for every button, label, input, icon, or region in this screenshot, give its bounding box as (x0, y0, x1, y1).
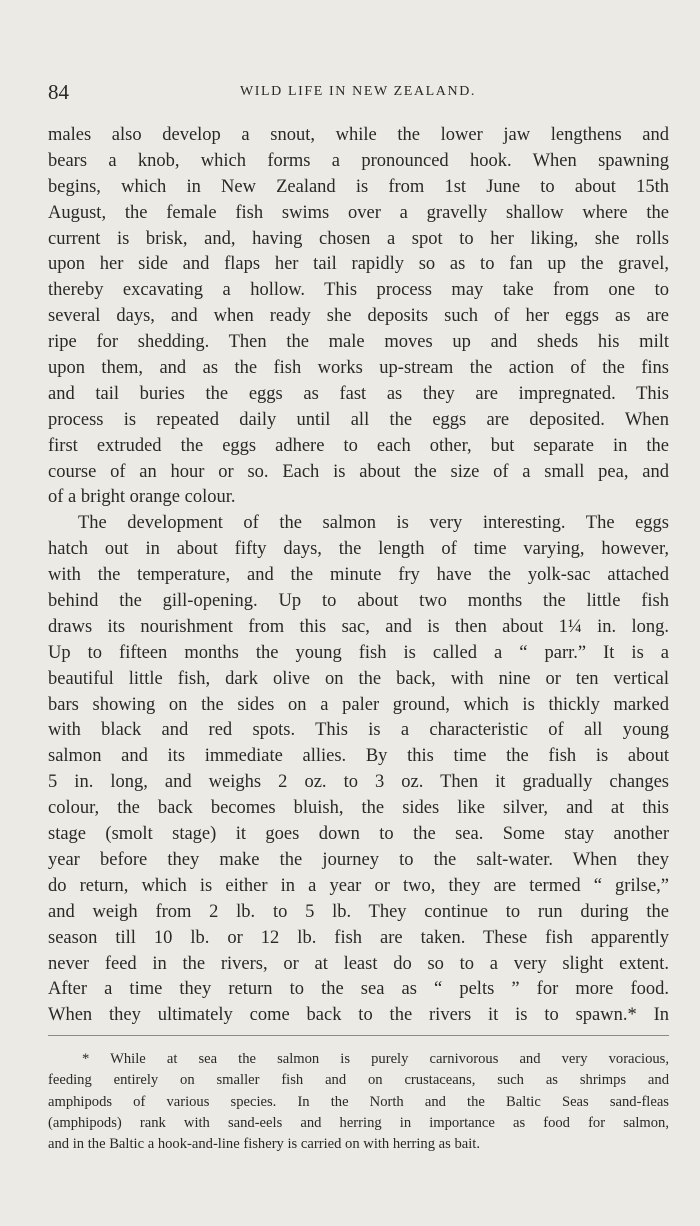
text-line: August, the female fish swims over a gravelly shallow where the (48, 202, 669, 223)
text-line: behind the gill-opening. Up to about two months the little fish (48, 591, 669, 612)
text-line: stage (smolt stage) it goes down to the sea. Some stay another (48, 824, 669, 845)
text-line: of a bright orange colour. (48, 487, 236, 508)
text-line: course of an hour or so. Each is about the size of a small pea, and (48, 461, 669, 482)
text-line: bars showing on the sides on a paler ground, which is thickly marked (48, 694, 669, 715)
text-line: season till 10 lb. or 12 lb. fish are taken. These fish apparently (48, 927, 669, 948)
page-header (48, 80, 668, 106)
text-line: thereby excavating a hollow. This process may take from one to (48, 280, 669, 301)
footnote-line: * While at sea the salmon is purely carnivorous and very voracious, (82, 1051, 669, 1067)
text-line: The development of the salmon is very interesting. The eggs (78, 513, 669, 534)
text-line: never feed in the rivers, or at least do so to a very slight extent. (48, 953, 669, 974)
text-line: salmon and its immediate allies. By this time the fish is about (48, 746, 669, 767)
text-line: with black and red spots. This is a characteristic of all young (48, 720, 669, 741)
text-line: several days, and when ready she deposits such of her eggs as are (48, 306, 669, 327)
text-line: bears a knob, which forms a pronounced hook. When spawning (48, 150, 669, 171)
page-number: 84 (48, 80, 69, 104)
text-line: draws its nourishment from this sac, and is then about 1¼ in. long. (48, 616, 669, 637)
text-line: upon them, and as the fish works up-stream the action of the fins (48, 358, 669, 379)
text-line: ripe for shedding. Then the male moves up and sheds his milt (48, 332, 669, 353)
text-line: 5 in. long, and weighs 2 oz. to 3 oz. Then it gradually changes (48, 772, 669, 793)
text-line: hatch out in about fifty days, the length of time varying, however, (48, 539, 669, 560)
running-title: WILD LIFE IN NEW ZEALAND. (239, 84, 477, 99)
text-line: males also develop a snout, while the lower jaw lengthens and (48, 125, 669, 145)
footnote-divider (48, 1035, 669, 1036)
text-line: When they ultimately come back to the rivers it is to spawn.* In (48, 1005, 669, 1026)
text-line: colour, the back becomes bluish, the sides like silver, and at this (48, 798, 669, 819)
footnote (48, 1049, 669, 1155)
footnote-line: feeding entirely on smaller fish and on crustaceans, such as shrimps and (48, 1072, 669, 1089)
text-line: and weigh from 2 lb. to 5 lb. They continue to run during the (48, 901, 669, 922)
text-line: beautiful little fish, dark olive on the back, with nine or ten vertical (48, 668, 669, 689)
text-line: and tail buries the eggs as fast as they are impregnated. This (48, 383, 669, 404)
footnote-line: (amphipods) rank with sand-eels and herring in importance as food for salmon, (48, 1114, 669, 1131)
text-line: do return, which is either in a year or two, they are termed “ grilse,” (48, 875, 669, 896)
text-line: process is repeated daily until all the eggs are deposited. When (48, 409, 669, 430)
text-line: year before they make the journey to the salt-water. When they (48, 849, 669, 870)
text-line: with the temperature, and the minute fry have the yolk-sac attached (48, 565, 669, 586)
text-line: begins, which in New Zealand is from 1st June to about 15th (48, 176, 669, 197)
text-line: Up to fifteen months the young fish is called a “ parr.” It is a (48, 642, 669, 663)
footnote-line: and in the Baltic a hook-and-line fishery is carried on with herring as bait. (48, 1136, 481, 1153)
text-line: upon her side and flaps her tail rapidly so as to fan up the gravel, (48, 254, 669, 275)
text-line: first extruded the eggs adhere to each other, but separate in the (48, 435, 669, 456)
text-line: After a time they return to the sea as “ pelts ” for more food. (48, 979, 669, 1000)
footnote-line: amphipods of various species. In the North and the Baltic Seas sand-fleas (48, 1093, 669, 1110)
text-line: current is brisk, and, having chosen a spot to her liking, she rolls (48, 228, 669, 249)
body-text (48, 123, 669, 1029)
